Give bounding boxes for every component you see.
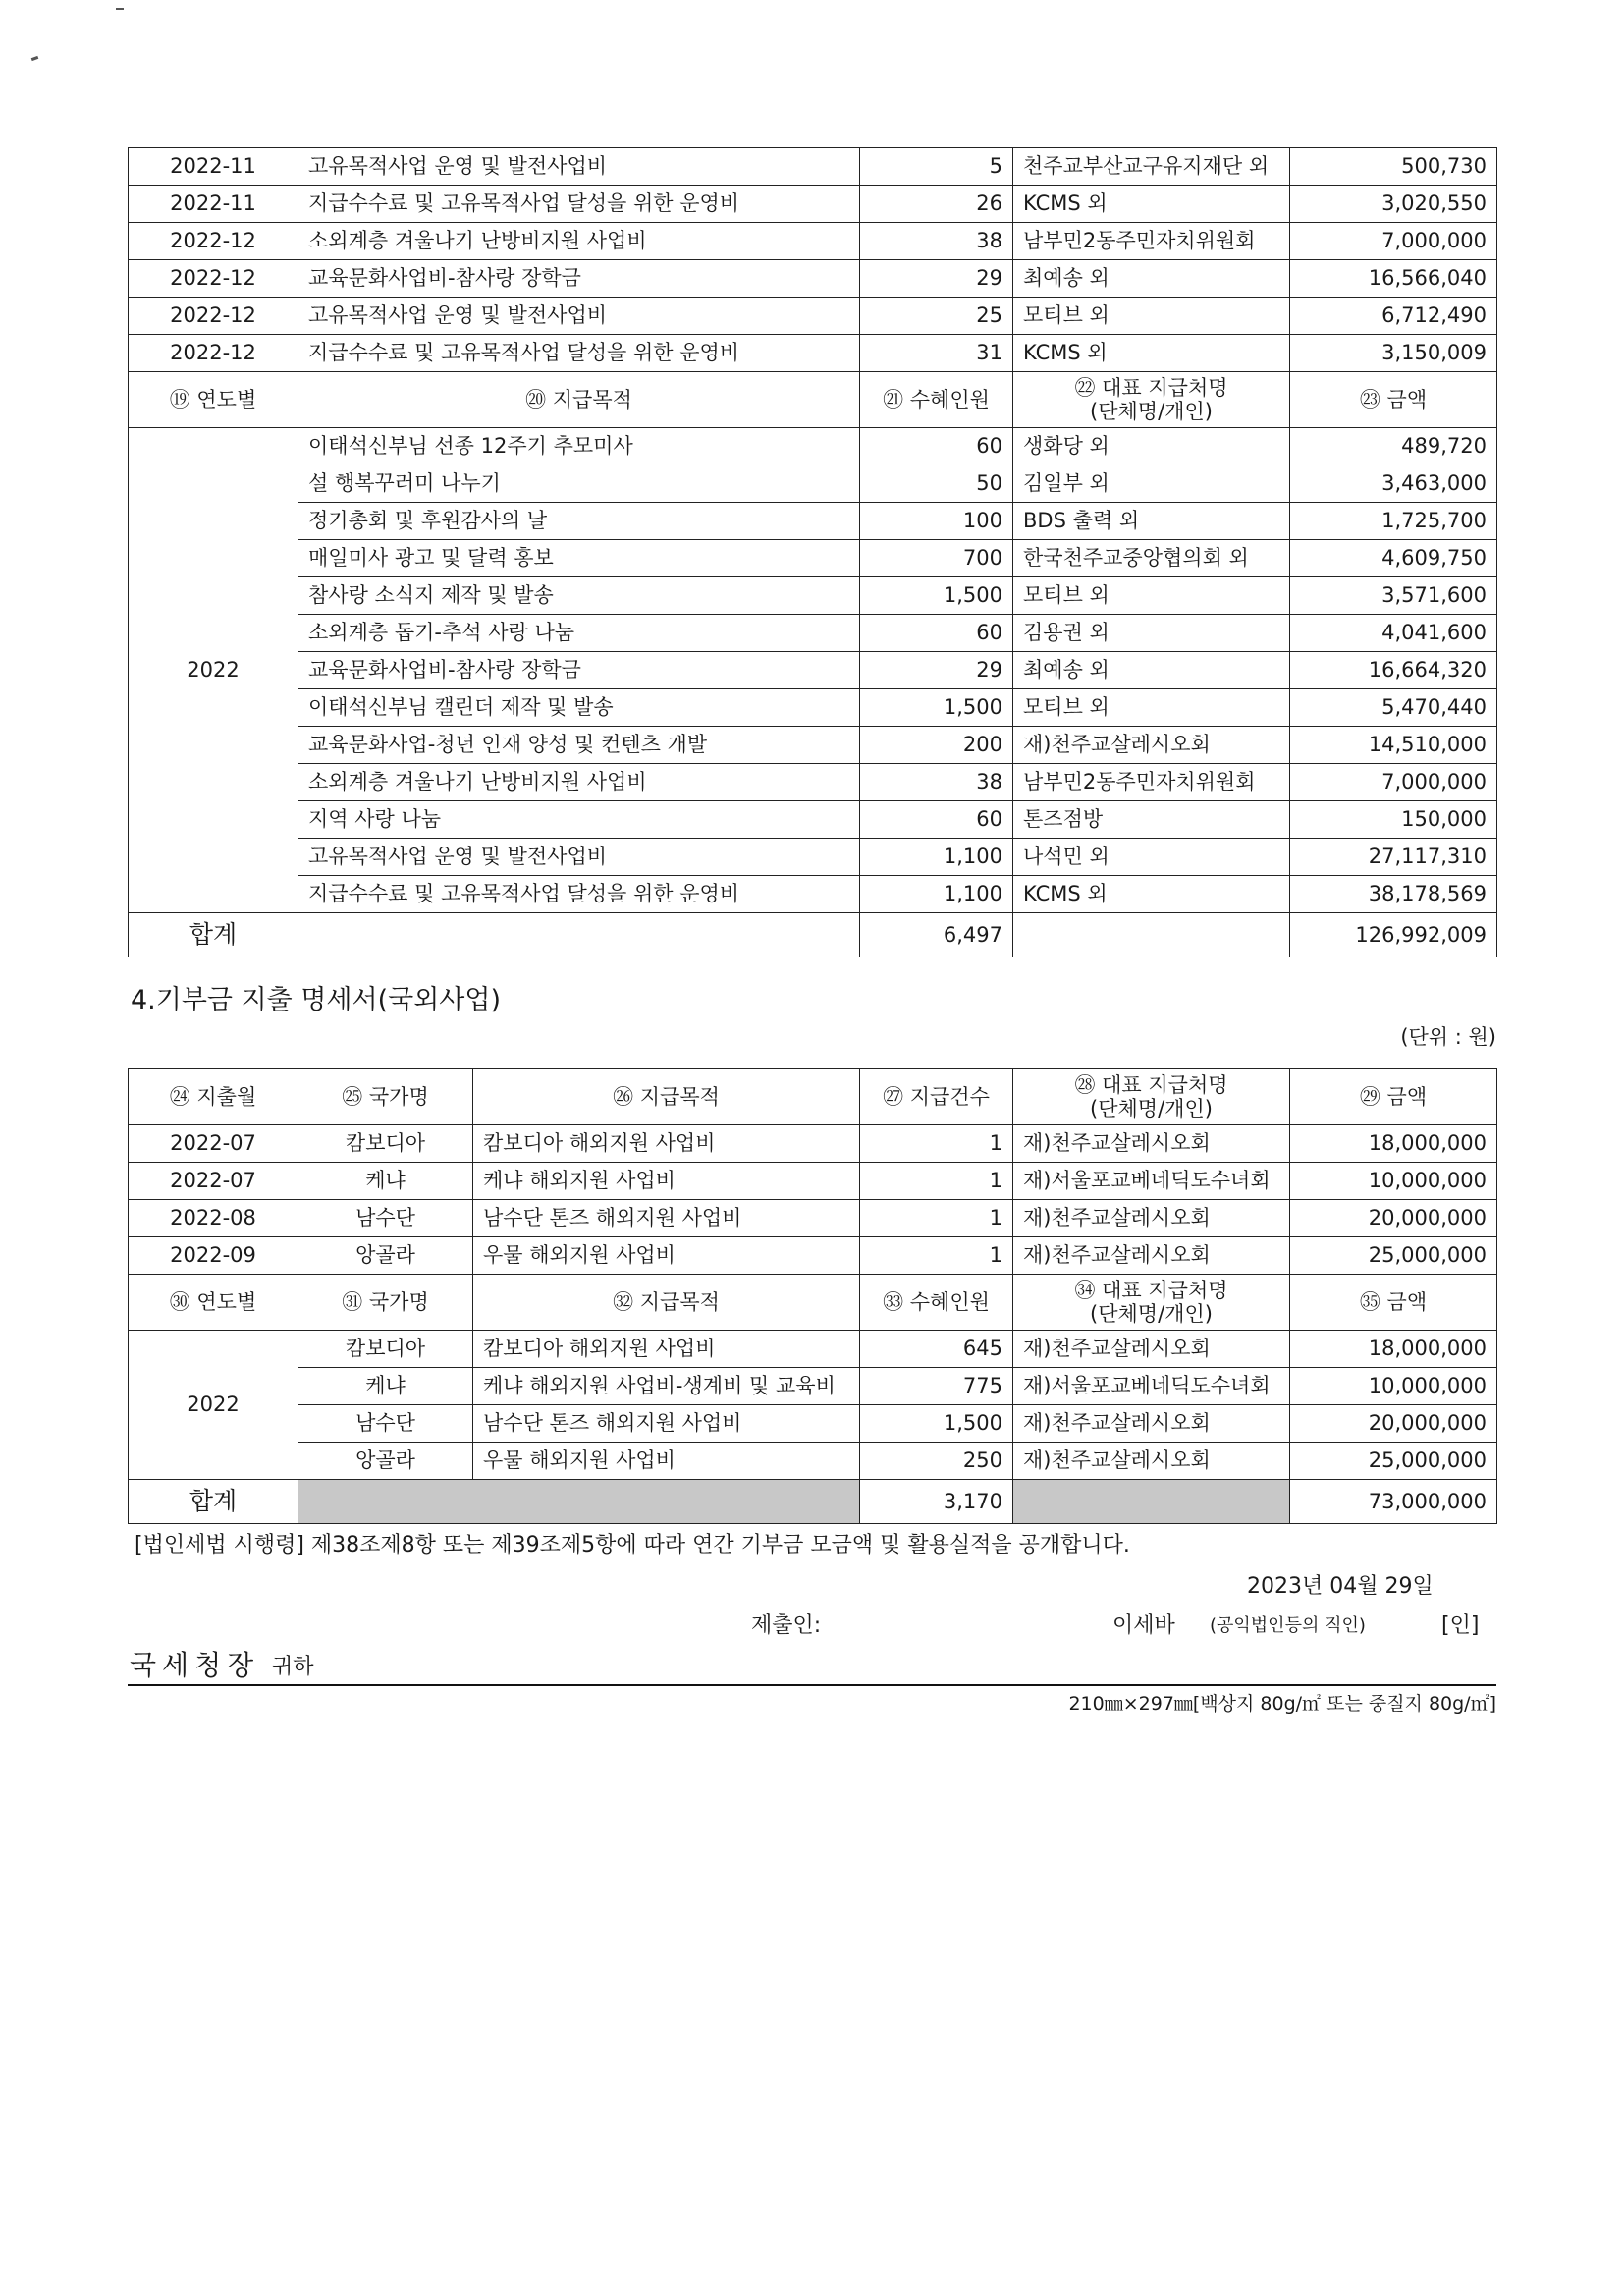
- row-amount: 20,000,000: [1290, 1200, 1497, 1237]
- row-count: 1,500: [860, 577, 1013, 615]
- row-country: 캄보디아: [298, 1125, 473, 1163]
- overseas-total: [129, 1480, 1497, 1524]
- row-amount: 4,609,750: [1290, 540, 1497, 577]
- row-amount: 3,463,000: [1290, 465, 1497, 503]
- table-row: [129, 186, 1497, 223]
- row-period: 2022-12: [129, 298, 298, 335]
- row-count: 31: [860, 335, 1013, 372]
- row-count: 775: [860, 1368, 1013, 1405]
- row-amount: 16,664,320: [1290, 652, 1497, 689]
- row-recipient: 남부민2동주민자치위원회: [1013, 764, 1290, 801]
- row-purpose: 교육문화사업비-참사랑 장학금: [298, 652, 860, 689]
- row-recipient: BDS 출력 외: [1013, 503, 1290, 540]
- header-recipient: [1013, 372, 1290, 428]
- row-purpose: 고유목적사업 운영 및 발전사업비: [298, 298, 860, 335]
- row-purpose: 우물 해외지원 사업비: [473, 1443, 860, 1480]
- header-amount: ㉙ 금액: [1290, 1069, 1497, 1125]
- seal-mark: [인]: [1441, 1613, 1480, 1638]
- table-row: [129, 1405, 1497, 1443]
- submitter-role: (공익법인등의 직인): [1210, 1615, 1366, 1636]
- row-purpose: 정기총회 및 후원감사의 날: [298, 503, 860, 540]
- row-count: 29: [860, 260, 1013, 298]
- table-row: [129, 465, 1497, 503]
- row-purpose: 지급수수료 및 고유목적사업 달성을 위한 운영비: [298, 335, 860, 372]
- row-recipient: 천주교부산교구유지재단 외: [1013, 148, 1290, 186]
- row-amount: 38,178,569: [1290, 876, 1497, 913]
- header-recipient: [1013, 1069, 1290, 1125]
- unit-label: (단위 : 원): [1400, 1025, 1496, 1049]
- row-purpose: 교육문화사업비-참사랑 장학금: [298, 260, 860, 298]
- row-recipient: 재)서울포교베네딕도수녀회: [1013, 1368, 1290, 1405]
- submitter-label: 제출인:: [751, 1613, 822, 1638]
- row-amount: 4,041,600: [1290, 615, 1497, 652]
- row-purpose: 지급수수료 및 고유목적사업 달성을 위한 운영비: [298, 876, 860, 913]
- row-purpose: 지급수수료 및 고유목적사업 달성을 위한 운영비: [298, 186, 860, 223]
- domestic-year-header: [129, 372, 1497, 428]
- table-row: [129, 1237, 1497, 1275]
- row-count: 38: [860, 764, 1013, 801]
- row-recipient: 모티브 외: [1013, 577, 1290, 615]
- row-amount: 5,470,440: [1290, 689, 1497, 727]
- header-recipient-line2: (단체명/개인): [1090, 1302, 1213, 1326]
- row-amount: 25,000,000: [1290, 1237, 1497, 1275]
- row-purpose: 고유목적사업 운영 및 발전사업비: [298, 839, 860, 876]
- row-period: 2022-12: [129, 260, 298, 298]
- total-amount: 126,992,009: [1290, 913, 1497, 957]
- header-recipient-line2: (단체명/개인): [1090, 1097, 1213, 1121]
- overseas-year-rows: [129, 1331, 1497, 1480]
- row-count: 1: [860, 1237, 1013, 1275]
- header-beneficiaries: ㉝ 수혜인원: [860, 1275, 1013, 1331]
- domestic-year-rows: [129, 428, 1497, 913]
- table-row: [129, 839, 1497, 876]
- row-month: 2022-07: [129, 1125, 298, 1163]
- table-row: [129, 260, 1497, 298]
- row-count: 50: [860, 465, 1013, 503]
- row-purpose: 교육문화사업-청년 인재 양성 및 컨텐츠 개발: [298, 727, 860, 764]
- row-purpose: 캄보디아 해외지원 사업비: [473, 1125, 860, 1163]
- row-amount: 27,117,310: [1290, 839, 1497, 876]
- overseas-expenditure-table: [128, 1068, 1497, 1524]
- row-purpose: 소외계층 돕기-추석 사랑 나눔: [298, 615, 860, 652]
- row-count: 60: [860, 801, 1013, 839]
- table-row: [129, 148, 1497, 186]
- row-amount: 10,000,000: [1290, 1368, 1497, 1405]
- row-recipient: 재)천주교살레시오회: [1013, 1125, 1290, 1163]
- row-amount: 3,020,550: [1290, 186, 1497, 223]
- table-row: [129, 1163, 1497, 1200]
- row-recipient: 재)천주교살레시오회: [1013, 1443, 1290, 1480]
- submitter-name: 이세바: [1112, 1613, 1175, 1638]
- row-purpose: 소외계층 겨울나기 난방비지원 사업비: [298, 223, 860, 260]
- table-row: [129, 689, 1497, 727]
- row-count: 29: [860, 652, 1013, 689]
- table-row: [129, 335, 1497, 372]
- row-count: 25: [860, 298, 1013, 335]
- row-count: 60: [860, 615, 1013, 652]
- paper-spec: 210㎜×297㎜[백상지 80g/㎡ 또는 중질지 80g/㎡]: [1068, 1693, 1496, 1715]
- row-country: 앙골라: [298, 1237, 473, 1275]
- row-month: 2022-07: [129, 1163, 298, 1200]
- overseas-section-title: 4.기부금 지출 명세서(국외사업): [131, 985, 501, 1015]
- header-amount: ㉟ 금액: [1290, 1275, 1497, 1331]
- row-year: 2022: [129, 428, 298, 913]
- row-country: 앙골라: [298, 1443, 473, 1480]
- row-recipient: 재)천주교살레시오회: [1013, 1237, 1290, 1275]
- row-purpose: 이태석신부님 선종 12주기 추모미사: [298, 428, 860, 465]
- row-recipient: 재)천주교살레시오회: [1013, 727, 1290, 764]
- row-purpose: 소외계층 겨울나기 난방비지원 사업비: [298, 764, 860, 801]
- overseas-month-header: [129, 1069, 1497, 1125]
- row-month: 2022-09: [129, 1237, 298, 1275]
- table-row: [129, 428, 1497, 465]
- table-row: [129, 298, 1497, 335]
- row-count: 1,100: [860, 876, 1013, 913]
- row-purpose: 남수단 톤즈 해외지원 사업비: [473, 1405, 860, 1443]
- row-purpose: 매일미사 광고 및 달력 홍보: [298, 540, 860, 577]
- row-amount: 10,000,000: [1290, 1163, 1497, 1200]
- row-recipient: KCMS 외: [1013, 186, 1290, 223]
- row-count: 250: [860, 1443, 1013, 1480]
- header-purpose: ㉜ 지급목적: [473, 1275, 860, 1331]
- header-recipient-line1: ㉘ 대표 지급처명: [1074, 1073, 1228, 1097]
- total-count: 3,170: [860, 1480, 1013, 1524]
- total-shaded-cell: [298, 1480, 860, 1524]
- domestic-expenditure-table: [128, 147, 1497, 957]
- table-row: [129, 1125, 1497, 1163]
- recipient-office: 국세청장: [130, 1649, 260, 1681]
- recipient-honorific: 귀하: [272, 1655, 314, 1679]
- total-amount: 73,000,000: [1290, 1480, 1497, 1524]
- row-year: 2022: [129, 1331, 298, 1480]
- row-count: 200: [860, 727, 1013, 764]
- row-country: 캄보디아: [298, 1331, 473, 1368]
- row-count: 38: [860, 223, 1013, 260]
- table-row: [129, 615, 1497, 652]
- row-recipient: 모티브 외: [1013, 689, 1290, 727]
- table-row: [129, 1368, 1497, 1405]
- table-row: [129, 577, 1497, 615]
- header-month: ㉔ 지출월: [129, 1069, 298, 1125]
- row-purpose: 캄보디아 해외지원 사업비: [473, 1331, 860, 1368]
- row-count: 1: [860, 1200, 1013, 1237]
- header-purpose: ㉖ 지급목적: [473, 1069, 860, 1125]
- row-recipient: 재)서울포교베네딕도수녀회: [1013, 1163, 1290, 1200]
- row-purpose: 우물 해외지원 사업비: [473, 1237, 860, 1275]
- row-amount: 18,000,000: [1290, 1125, 1497, 1163]
- row-count: 645: [860, 1331, 1013, 1368]
- row-recipient: KCMS 외: [1013, 876, 1290, 913]
- row-purpose: 참사랑 소식지 제작 및 발송: [298, 577, 860, 615]
- row-period: 2022-11: [129, 148, 298, 186]
- row-amount: 7,000,000: [1290, 223, 1497, 260]
- row-count: 1: [860, 1163, 1013, 1200]
- row-country: 케냐: [298, 1163, 473, 1200]
- header-year: ⑲ 연도별: [129, 372, 298, 428]
- row-purpose: 케냐 해외지원 사업비: [473, 1163, 860, 1200]
- row-count: 60: [860, 428, 1013, 465]
- row-count: 100: [860, 503, 1013, 540]
- row-amount: 3,571,600: [1290, 577, 1497, 615]
- overseas-month-rows: [129, 1125, 1497, 1275]
- row-purpose: 남수단 톤즈 해외지원 사업비: [473, 1200, 860, 1237]
- overseas-year-header: [129, 1275, 1497, 1331]
- row-count: 1: [860, 1125, 1013, 1163]
- table-row: [129, 727, 1497, 764]
- table-row: [129, 652, 1497, 689]
- row-purpose: 지역 사랑 나눔: [298, 801, 860, 839]
- row-amount: 6,712,490: [1290, 298, 1497, 335]
- row-country: 케냐: [298, 1368, 473, 1405]
- row-amount: 16,566,040: [1290, 260, 1497, 298]
- table-row: [129, 503, 1497, 540]
- legal-notice: [법인세법 시행령] 제38조제8항 또는 제39조제5항에 따라 연간 기부금 모금액 및 활용실적을 공개합니다.: [135, 1533, 1130, 1558]
- bottom-rule: [128, 1684, 1496, 1686]
- row-month: 2022-08: [129, 1200, 298, 1237]
- scan-mark: [116, 8, 124, 10]
- row-count: 5: [860, 148, 1013, 186]
- header-amount: ㉓ 금액: [1290, 372, 1497, 428]
- header-year: ㉚ 연도별: [129, 1275, 298, 1331]
- row-recipient: KCMS 외: [1013, 335, 1290, 372]
- total-count: 6,497: [860, 913, 1013, 957]
- header-beneficiaries: ㉑ 수혜인원: [860, 372, 1013, 428]
- header-recipient: [1013, 1275, 1290, 1331]
- row-count: 26: [860, 186, 1013, 223]
- row-count: 700: [860, 540, 1013, 577]
- row-recipient: 최예송 외: [1013, 260, 1290, 298]
- row-recipient: 재)천주교살레시오회: [1013, 1200, 1290, 1237]
- row-amount: 3,150,009: [1290, 335, 1497, 372]
- row-period: 2022-12: [129, 223, 298, 260]
- header-recipient-line1: ㉒ 대표 지급처명: [1074, 376, 1228, 400]
- total-label: 합계: [129, 1480, 298, 1524]
- domestic-total: [129, 913, 1497, 957]
- table-row: [129, 1443, 1497, 1480]
- row-recipient: 한국천주교중앙협의회 외: [1013, 540, 1290, 577]
- header-purpose: ⑳ 지급목적: [298, 372, 860, 428]
- row-period: 2022-11: [129, 186, 298, 223]
- table-row: [129, 876, 1497, 913]
- row-recipient: 김용권 외: [1013, 615, 1290, 652]
- total-shaded-cell: [1013, 1480, 1290, 1524]
- header-country: ㉕ 국가명: [298, 1069, 473, 1125]
- row-amount: 150,000: [1290, 801, 1497, 839]
- header-recipient-line1: ㉞ 대표 지급처명: [1074, 1279, 1228, 1302]
- row-recipient: 남부민2동주민자치위원회: [1013, 223, 1290, 260]
- row-amount: 500,730: [1290, 148, 1497, 186]
- row-recipient: 나석민 외: [1013, 839, 1290, 876]
- row-count: 1,500: [860, 689, 1013, 727]
- row-recipient: 모티브 외: [1013, 298, 1290, 335]
- table-row: [129, 1331, 1497, 1368]
- scan-mark: [31, 56, 39, 61]
- row-purpose: 케냐 해외지원 사업비-생계비 및 교육비: [473, 1368, 860, 1405]
- header-count: ㉗ 지급건수: [860, 1069, 1013, 1125]
- row-purpose: 이태석신부님 캘린더 제작 및 발송: [298, 689, 860, 727]
- row-amount: 14,510,000: [1290, 727, 1497, 764]
- row-recipient: 김일부 외: [1013, 465, 1290, 503]
- table-row: [129, 1200, 1497, 1237]
- total-label: 합계: [129, 913, 298, 957]
- row-amount: 7,000,000: [1290, 764, 1497, 801]
- domestic-monthly-rows: [129, 148, 1497, 372]
- row-country: 남수단: [298, 1200, 473, 1237]
- row-recipient: 톤즈점방: [1013, 801, 1290, 839]
- header-country: ㉛ 국가명: [298, 1275, 473, 1331]
- row-recipient: 최예송 외: [1013, 652, 1290, 689]
- table-row: [129, 801, 1497, 839]
- total-purpose-empty: [298, 913, 860, 957]
- row-recipient: 재)천주교살레시오회: [1013, 1405, 1290, 1443]
- row-count: 1,500: [860, 1405, 1013, 1443]
- table-row: [129, 764, 1497, 801]
- row-amount: 25,000,000: [1290, 1443, 1497, 1480]
- table-row: [129, 540, 1497, 577]
- row-amount: 20,000,000: [1290, 1405, 1497, 1443]
- header-recipient-line2: (단체명/개인): [1090, 400, 1213, 423]
- total-recipient-empty: [1013, 913, 1290, 957]
- row-amount: 489,720: [1290, 428, 1497, 465]
- row-amount: 1,725,700: [1290, 503, 1497, 540]
- table-row: [129, 223, 1497, 260]
- submission-date: 2023년 04월 29일: [1247, 1574, 1434, 1599]
- row-period: 2022-12: [129, 335, 298, 372]
- row-purpose: 고유목적사업 운영 및 발전사업비: [298, 148, 860, 186]
- row-recipient: 재)천주교살레시오회: [1013, 1331, 1290, 1368]
- row-country: 남수단: [298, 1405, 473, 1443]
- row-amount: 18,000,000: [1290, 1331, 1497, 1368]
- row-count: 1,100: [860, 839, 1013, 876]
- row-recipient: 생화당 외: [1013, 428, 1290, 465]
- row-purpose: 설 행복꾸러미 나누기: [298, 465, 860, 503]
